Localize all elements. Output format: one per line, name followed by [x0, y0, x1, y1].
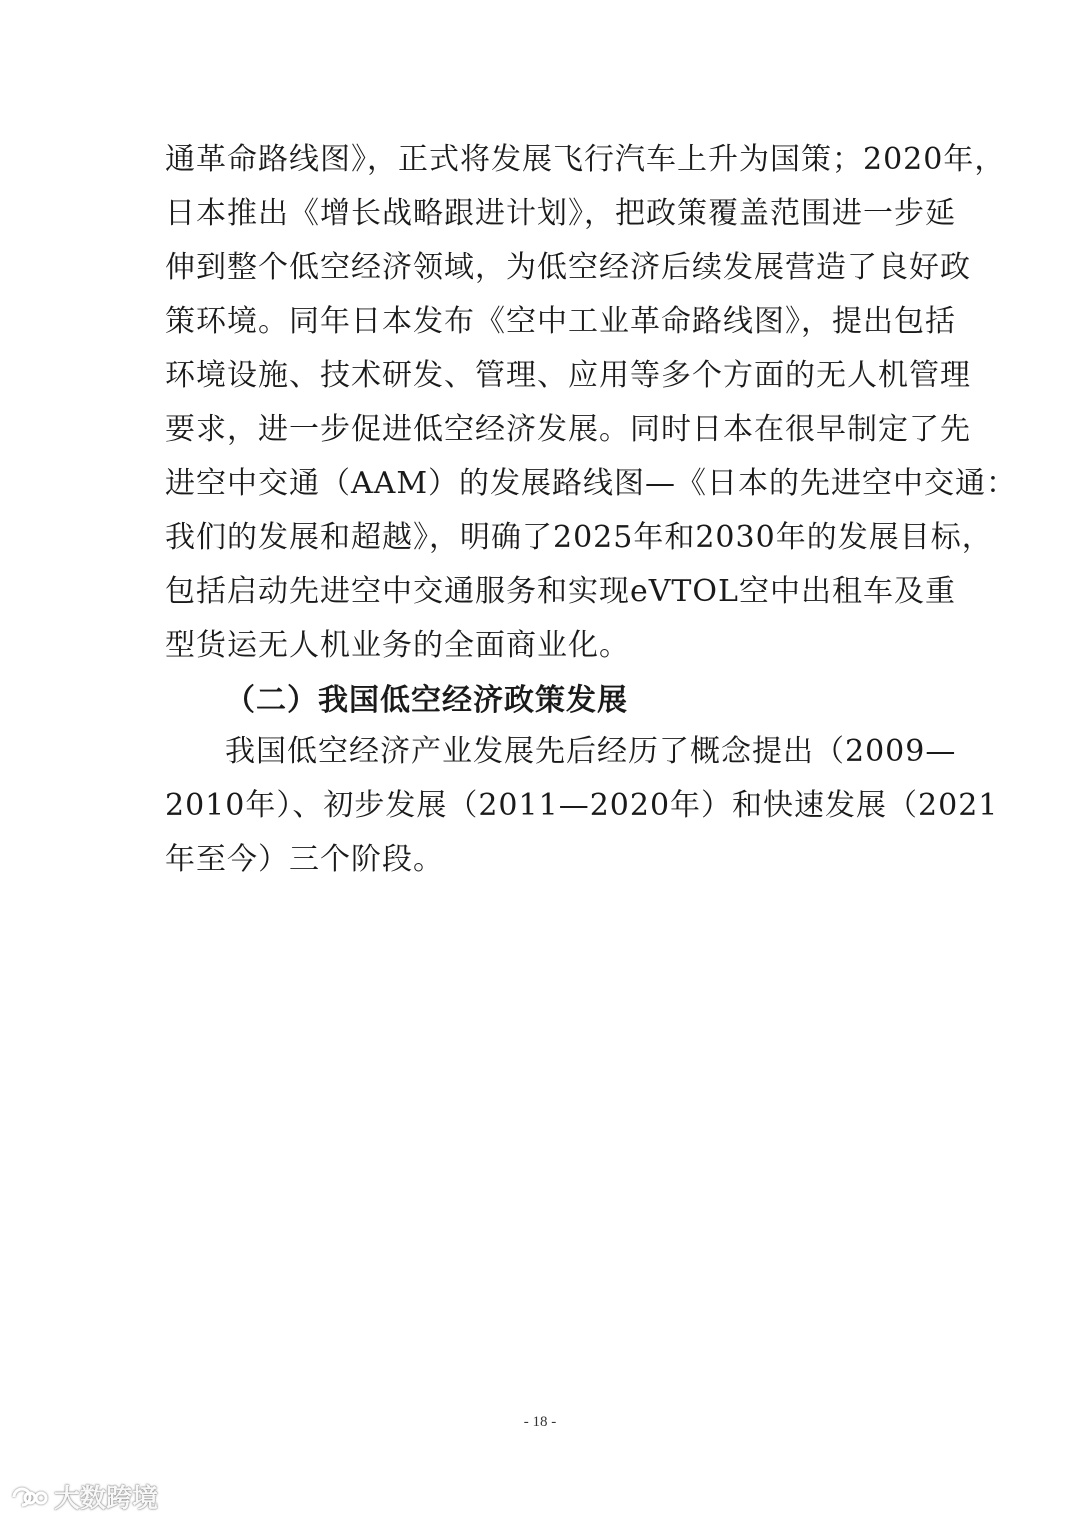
paragraph-china-policy: [165, 725, 999, 887]
paragraph-line: 进空中交通（AAM）的发展路线图—《日本的先进空中交通：: [165, 466, 1018, 501]
watermark-text: 大数跨境: [54, 1484, 159, 1514]
paragraph-line: 环境设施、技术研发、管理、应用等多个方面的无人机管理: [165, 358, 971, 393]
paragraph-line: 我国低空经济产业发展先后经历了概念提出（2009—: [225, 734, 957, 769]
paragraph-line: 伸到整个低空经济领域，为低空经济后续发展营造了良好政: [165, 250, 971, 285]
paragraph-line: 型货运无人机业务的全面商业化。: [165, 628, 630, 663]
page-number: - 18 -: [523, 1414, 557, 1430]
paragraph-line: 通革命路线图》，正式将发展飞行汽车上升为国策；2020年，: [165, 142, 1006, 177]
paragraph-line: 策环境。同年日本发布《空中工业革命路线图》，提出包括: [165, 304, 956, 339]
watermark: [8, 1478, 158, 1515]
paragraph-line: 要求，进一步促进低空经济发展。同时日本在很早制定了先: [165, 412, 971, 447]
logo-icon: [8, 1482, 48, 1512]
paragraph-line: 日本推出《增长战略跟进计划》，把政策覆盖范围进一步延: [165, 196, 956, 231]
paragraph-line: 年至今）三个阶段。: [165, 842, 444, 877]
paragraph-line: 2010年）、初步发展（2011—2020年）和快速发展（2021: [165, 788, 999, 823]
paragraph-line: 包括启动先进空中交通服务和实现eVTOL空中出租车及重: [165, 574, 956, 609]
paragraph-japan-policy: [165, 133, 1018, 673]
paragraph-line: 我们的发展和超越》，明确了2025年和2030年的发展目标，: [165, 520, 993, 555]
section-heading: （二）我国低空经济政策发展: [225, 683, 628, 718]
